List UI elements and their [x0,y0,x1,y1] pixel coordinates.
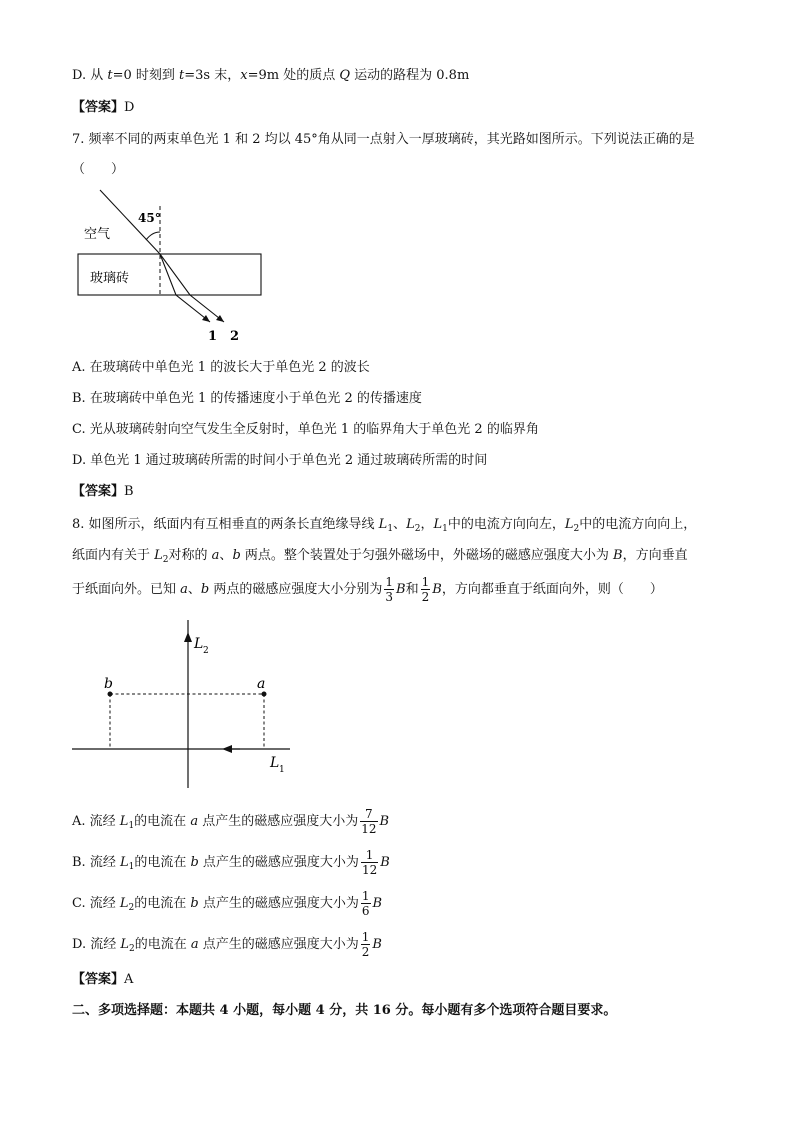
q6-answer: 【答案】D [72,100,135,115]
q7-option-d: D. 单色光 1 通过玻璃砖所需的时间小于单色光 2 通过玻璃砖所需的时间 [72,453,488,468]
q8-answer: 【答案】A [72,972,134,987]
q7-angle-label: 45° [138,211,161,225]
q8-L1-arrow [222,745,232,753]
q7-air-label: 空气 [84,227,111,242]
q8-figure [72,618,302,794]
q6-option-d: D. 从 t=0 时刻到 t=3s 末，x=9m 处的质点 Q 运动的路程为 0.8m [72,68,470,83]
q7-option-b: B. 在玻璃砖中单色光 1 的传播速度小于单色光 2 的传播速度 [72,391,422,406]
q8-a-label: a [257,676,266,692]
q7-ray-2-label: 2 [230,329,240,344]
q7-ray-2 [160,254,224,322]
q8-point-a [262,692,267,697]
q7-stem-line2: （ ） [72,162,125,177]
section-2-heading: 二、多项选择题：本题共 4 小题，每小题 4 分，共 16 分。每小题有多个选项符合题目要求。 [72,1003,617,1018]
q8-stem-line3: 于纸面向外。已知 a、b 两点的磁感应强度大小分别为 $\frac{1}{3}$ B和 $\frac{1}{2}$ B，方向都垂直于纸面向外，则（ ） [72,575,663,604]
q8-L2-arrow [184,632,192,642]
q7-ray-1-label: 1 [208,329,218,344]
q7-figure [72,188,272,344]
q8-L2-sub: 2 [203,646,209,656]
fraction-one-half: $\frac{1}{2}$ [421,575,430,604]
q8-point-b [108,692,113,697]
q8-option-c: C. 流经 $L_2$的电流在 b 点产生的磁感应强度大小为 $\frac{1}{6}$ B [72,889,383,918]
q8-stem-line1: 8. 如图所示，纸面内有互相垂直的两条长直绝缘导线 $L_1$、$L_2$，$L_1$中的电流方向向左，$L_2$中的电流方向向上， [72,517,697,534]
q8-option-a: A. 流经 $L_1$的电流在 a 点产生的磁感应强度大小为 $\frac{7}{12}$ B [72,807,390,836]
q7-option-a: A. 在玻璃砖中单色光 1 的波长大于单色光 2 的波长 [72,360,370,375]
q8-stem-line2: 纸面内有关于 $L_2$对称的 a、b 两点。整个装置处于匀强外磁场中，外磁场的磁感应强度大小为 B，方向垂直 [72,548,688,565]
q8-option-b: B. 流经 $L_1$的电流在 b 点产生的磁感应强度大小为 $\frac{1}{12}$ B [72,848,390,877]
q7-option-c: C. 光从玻璃砖射向空气发生全反射时，单色光 1 的临界角大于单色光 2 的临界角 [72,422,539,437]
q7-glass-label: 玻璃砖 [90,271,130,286]
fraction-one-third: $\frac{1}{3}$ [385,575,394,604]
q8-L1-sub: 1 [279,765,285,775]
q7-stem-line1: 7. 频率不同的两束单色光 1 和 2 均以 45°角从同一点射入一厚玻璃砖，其光路如图所示。下列说法正确的是 [72,132,695,147]
q8-b-label: b [104,676,113,692]
q8-L1-label: L [270,755,280,771]
q7-angle-arc [146,232,160,240]
q8-option-d: D. 流经 $L_2$的电流在 a 点产生的磁感应强度大小为 $\frac{1}{2}$ B [72,930,382,959]
q7-answer: 【答案】B [72,484,134,499]
q8-L2-label: L [194,636,204,652]
